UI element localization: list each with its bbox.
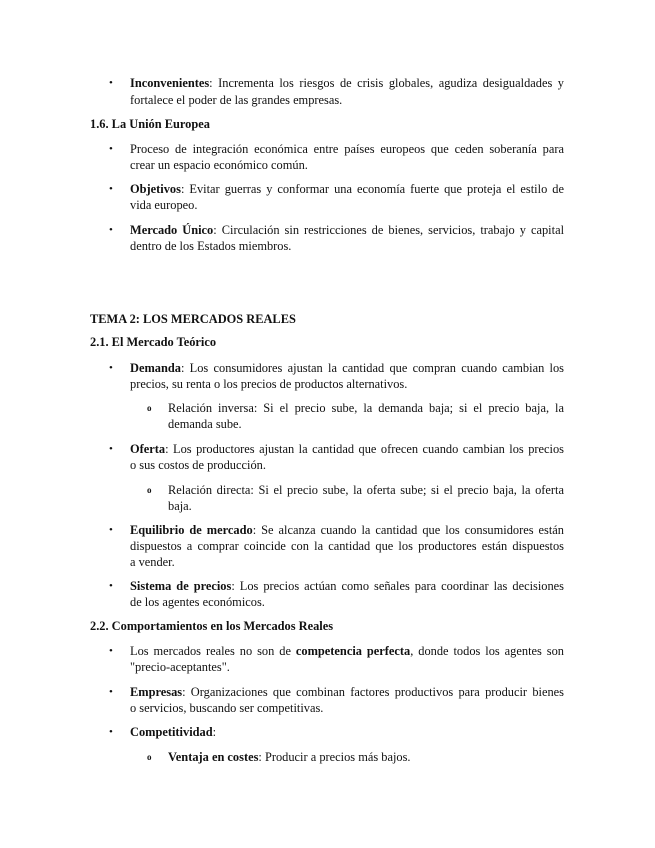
empresas-line-1: Empresas: Organizaciones que combinan factores productivos para producir bienes [130, 685, 564, 699]
section-heading-1-6: 1.6. La Unión Europea [90, 117, 210, 131]
equilibrio-line-1: Equilibrio de mercado: Se alcanza cuando la cantidad que los consumidores están [130, 523, 564, 537]
bullet-icon: • [109, 443, 113, 455]
sistema-line-2: de los agentes económicos. [130, 595, 265, 609]
demanda-line-1: Demanda: Los consumidores ajustan la cantidad que compran cuando cambian los [130, 361, 564, 375]
bullet-icon: • [109, 686, 113, 698]
oferta-sub-line-2: baja. [168, 499, 192, 513]
objetivos-line-2: vida europeo. [130, 198, 198, 212]
mercado-unico-line-2: dentro de los Estados miembros. [130, 239, 292, 253]
bullet-icon: • [109, 224, 113, 236]
ventaja-line: Ventaja en costes: Producir a precios más bajos. [168, 750, 411, 764]
bullet-icon: • [109, 580, 113, 592]
bullet-icon: • [109, 645, 113, 657]
competitividad-line: Competitividad: [130, 725, 217, 739]
sistema-line-1: Sistema de precios: Los precios actúan como señales para coordinar las decisiones [130, 579, 564, 593]
oferta-line-1: Oferta: Los productores ajustan la cantidad que ofrecen cuando cambian los precios [130, 442, 564, 456]
section-heading-2-2: 2.2. Comportamientos en los Mercados Reales [90, 619, 334, 633]
mercado-unico-line-1: Mercado Único: Circulación sin restricciones de bienes, servicios, trabajo y capital [130, 223, 565, 237]
demanda-sub-line-2: demanda sube. [168, 417, 242, 431]
section-heading-2-1: 2.1. El Mercado Teórico [90, 335, 217, 349]
bullet-icon: • [109, 143, 113, 155]
sub-bullet-icon: o [147, 485, 152, 495]
bullet-icon: • [109, 524, 113, 536]
sub-bullet-icon: o [147, 752, 152, 762]
demanda-line-2: precios, su renta o los precios de productos alternativos. [130, 377, 408, 391]
bullet-icon: • [109, 183, 113, 195]
demanda-sub-line-1: Relación inversa: Si el precio sube, la demanda baja; si el precio baja, la [168, 401, 564, 415]
equilibrio-line-2: dispuestos a comprar coincide con la cantidad que los productores están dispuestos [130, 539, 564, 553]
bullet-icon: • [109, 726, 113, 738]
tema-title: TEMA 2: LOS MERCADOS REALES [90, 312, 296, 326]
sub-bullet-icon: o [147, 403, 152, 413]
proceso-line-2: crear un espacio económico común. [130, 158, 308, 172]
equilibrio-line-3: a vender. [130, 555, 175, 569]
objetivos-line-1: Objetivos: Evitar guerras y conformar una economía fuerte que proteja el estilo de [130, 182, 564, 196]
bullet-icon: • [109, 77, 113, 89]
inconvenientes-line-2: fortalece el poder de las grandes empresas. [130, 93, 343, 107]
oferta-sub-line-1: Relación directa: Si el precio sube, la oferta sube; si el precio baja, la oferta [168, 483, 564, 497]
empresas-line-2: o servicios, buscando ser competitivas. [130, 701, 324, 715]
proceso-line-1: Proceso de integración económica entre países europeos que ceden soberanía para [130, 142, 564, 156]
mercados-line-2: "precio-aceptantes". [130, 660, 230, 674]
oferta-line-2: o sus costos de producción. [130, 458, 266, 472]
inconvenientes-line-1: Inconvenientes: Incrementa los riesgos de crisis globales, agudiza desigualdades y [130, 76, 564, 90]
bullet-icon: • [109, 362, 113, 374]
mercados-line-1: Los mercados reales no son de competencia perfecta, donde todos los agentes son [130, 644, 564, 658]
